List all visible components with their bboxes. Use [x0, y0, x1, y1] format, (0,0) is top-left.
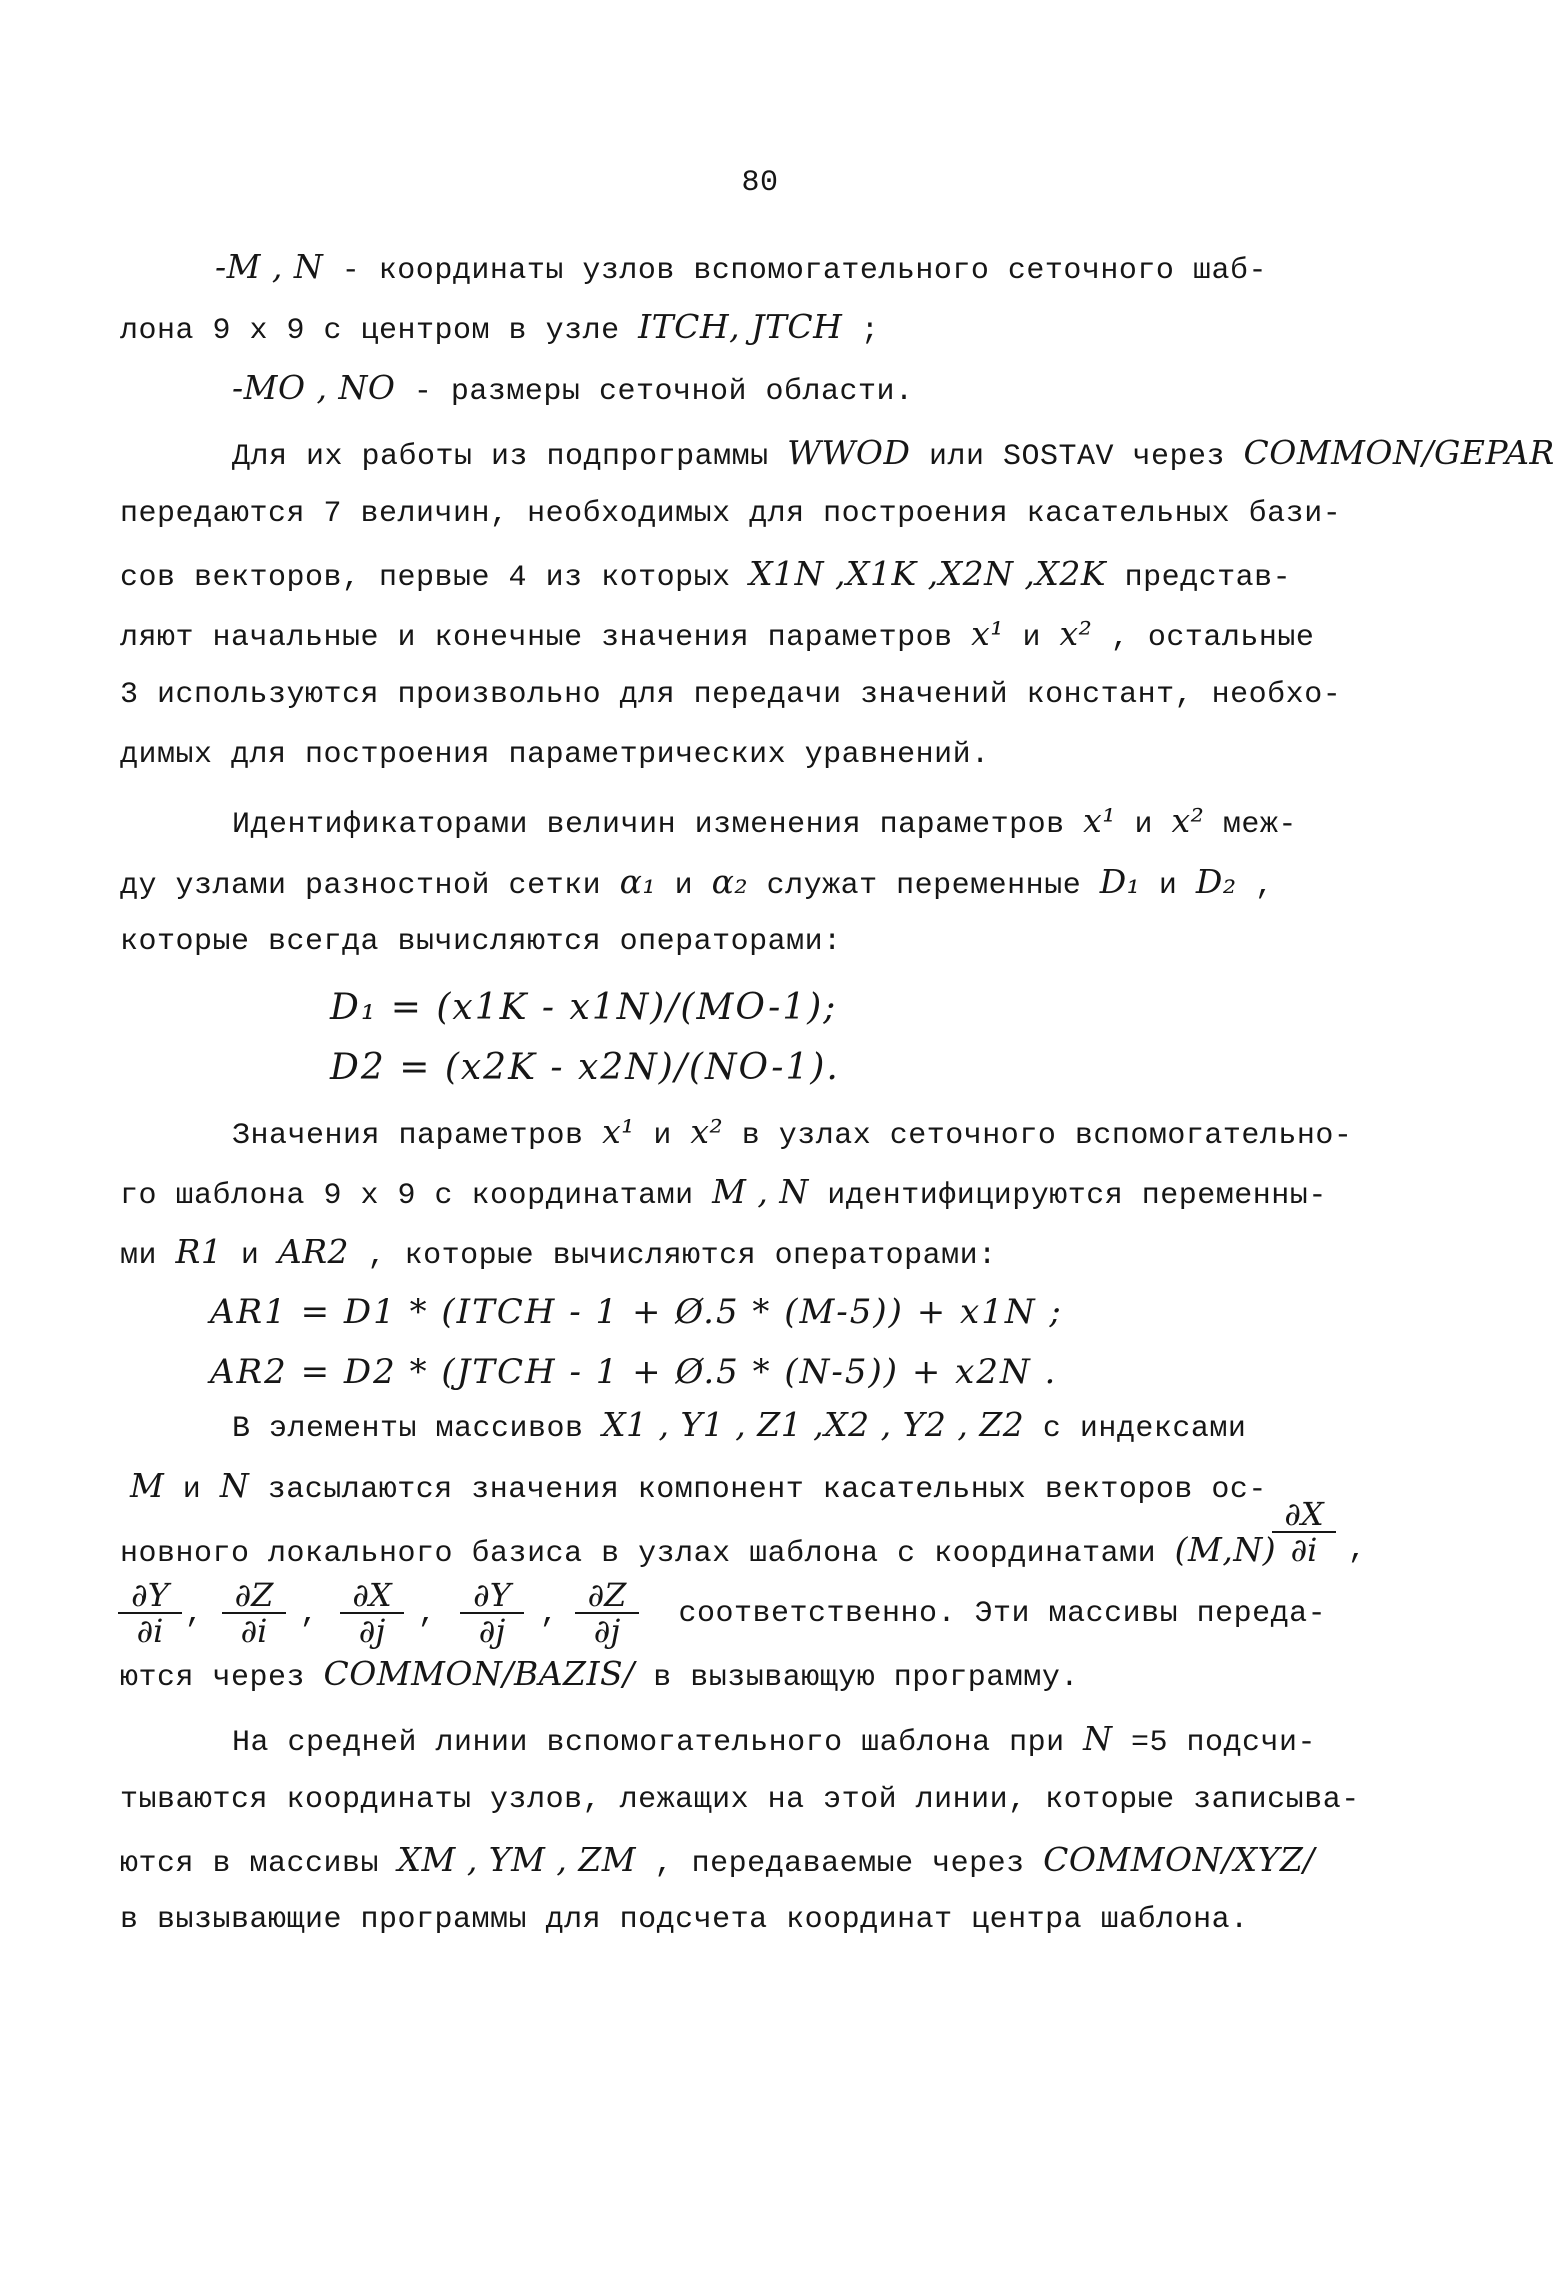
- text-line: [120, 862, 1274, 906]
- text-line: которые всегда вычисляются операторами:: [120, 925, 842, 959]
- vars-m-n: M , N: [712, 1172, 809, 1211]
- text-fragment: =5 подсчи-: [1112, 1726, 1317, 1760]
- text-fragment: новного локального базиса в узлах шаблона с координатами: [120, 1537, 1175, 1571]
- text-line: [120, 1232, 997, 1276]
- text-fragment: представ-: [1106, 561, 1292, 595]
- text-fragment: ются в массивы: [120, 1847, 398, 1881]
- text-line: [232, 1405, 1246, 1449]
- fraction-denominator: ∂i: [136, 1612, 164, 1650]
- vars-x1n-x2k: X1N ,X1K ,X2N ,X2K: [749, 554, 1107, 593]
- text-line: в вызывающие программы для подсчета координат центра шаблона.: [120, 1903, 1249, 1937]
- text-line: [232, 1112, 1352, 1156]
- text-fragment: и: [1140, 869, 1196, 903]
- text-fragment: через: [1114, 440, 1244, 474]
- formula-d2: D2 = (x2K - x2N)/(NO-1).: [330, 1047, 840, 1088]
- fraction-denominator: ∂j: [478, 1612, 506, 1650]
- text-line: [120, 1172, 1327, 1216]
- text-fragment: го шаблона 9 х 9 с координатами: [120, 1179, 713, 1213]
- text-fragment: ми: [120, 1239, 176, 1273]
- text-fragment: ду узлами разностной сетки: [120, 869, 620, 903]
- text-fragment: ;: [842, 314, 880, 348]
- text-fragment: , передаваемые через: [636, 1847, 1044, 1881]
- fraction-dz-di: [222, 1578, 286, 1648]
- text-fragment: и: [1003, 621, 1060, 655]
- fraction-numerator: ∂Y: [460, 1578, 524, 1614]
- formula-ar2: AR2 = D2 * (JTCH - 1 + Ø.5 * (N-5)) + x2N .: [210, 1352, 1058, 1392]
- text-fragment: Для их работы из подпрограммы: [232, 440, 788, 474]
- var-n: N: [219, 1466, 250, 1505]
- text-fragment: в вызывающую программу.: [634, 1661, 1079, 1695]
- text-fragment: В элементы массивов: [232, 1412, 603, 1446]
- var-n: N: [1083, 1719, 1113, 1758]
- common-block-name: COMMON/XYZ/: [1043, 1840, 1315, 1879]
- text-line: тываются координаты узлов, лежащих на этой линии, которые записыва-: [120, 1783, 1360, 1817]
- fraction-denominator: ∂j: [358, 1612, 386, 1650]
- text-fragment: ,: [1236, 869, 1274, 903]
- text-fragment: или: [910, 440, 1003, 474]
- text-line: [130, 1466, 1267, 1510]
- fraction-dx-di: [1272, 1497, 1336, 1567]
- fraction-dy-di: [118, 1578, 182, 1648]
- text-fragment: в узлах сеточного вспомогательно-: [723, 1119, 1353, 1153]
- text-fragment: сов векторов, первые 4 из которых: [120, 561, 750, 595]
- text-line: [120, 1840, 1315, 1884]
- fraction-numerator: ∂X: [340, 1578, 404, 1614]
- fraction-denominator: ∂i: [240, 1612, 268, 1650]
- text-fragment: и: [222, 1239, 278, 1273]
- text-fragment: ляют начальные и конечные значения параметров: [120, 621, 972, 655]
- text-fragment: с индексами: [1024, 1412, 1247, 1446]
- vars-m-n-pair: (M,N): [1174, 1530, 1277, 1569]
- var-d2: D₂: [1195, 862, 1237, 901]
- text-line: [120, 1530, 1276, 1574]
- fraction-dz-dj: [575, 1578, 639, 1648]
- formula-ar1: AR1 = D1 * (ITCH - 1 + Ø.5 * (M-5)) + x1N ;: [210, 1292, 1063, 1332]
- comma: ,: [540, 1597, 559, 1631]
- vars-itch-jtch: ITCH, JTCH: [638, 307, 843, 346]
- common-block-name: COMMON/BAZIS/: [323, 1654, 635, 1693]
- text-fragment: и: [634, 1119, 691, 1153]
- comma: ,: [1348, 1533, 1367, 1567]
- text-fragment: и: [1115, 808, 1172, 842]
- var-x2: x²: [1171, 801, 1205, 840]
- text-fragment: лона 9 х 9 с центром в узле: [120, 314, 639, 348]
- text-line: димых для построения параметрических уравнений.: [120, 738, 990, 772]
- text-fragment: Значения параметров: [232, 1119, 603, 1153]
- var-x1: x¹: [1083, 801, 1116, 840]
- fraction-denominator: ∂j: [593, 1612, 621, 1650]
- vars-mo-no: -MO , NO: [232, 368, 396, 407]
- var-x1: x¹: [602, 1112, 635, 1151]
- text-fragment: , остальные: [1092, 621, 1315, 655]
- vars-arrays: X1 , Y1 , Z1 ,X2 , Y2 , Z2: [602, 1405, 1025, 1444]
- text-line: [232, 1719, 1316, 1763]
- text-line: [120, 614, 1314, 658]
- fraction-dx-dj: [340, 1578, 404, 1648]
- text-fragment: идентифицируются переменны-: [808, 1179, 1327, 1213]
- text-line: [232, 433, 1555, 477]
- var-x2: x²: [690, 1112, 724, 1151]
- vars-xm-ym-zm: XM , YM , ZM: [397, 1840, 637, 1879]
- text-fragment: и: [656, 869, 712, 903]
- var-ar2: AR2: [277, 1232, 350, 1271]
- formula-d1: D₁ = (x1K - x1N)/(MO-1);: [330, 987, 838, 1028]
- fraction-numerator: ∂Y: [118, 1578, 182, 1614]
- var-d1: D₁: [1099, 862, 1141, 901]
- list-item-mn: [215, 247, 1267, 291]
- text-line: 3 используются произвольно для передачи значений констант, необхо-: [120, 678, 1342, 712]
- var-x2: x²: [1059, 614, 1093, 653]
- text-fragment: Идентификаторами величин изменения параметров: [232, 808, 1084, 842]
- text-line: [120, 307, 879, 351]
- common-block-name: COMMON/GEPAR: [1243, 433, 1555, 472]
- text-fragment: засылаются значения компонент касательных векторов ос-: [249, 1473, 1267, 1507]
- page-number: 80: [741, 166, 779, 200]
- comma: ,: [300, 1597, 319, 1631]
- text-line: [120, 1654, 1079, 1698]
- vars-m-n: -M , N: [215, 247, 324, 286]
- fraction-numerator: ∂Z: [222, 1578, 286, 1614]
- fraction-numerator: ∂X: [1272, 1497, 1336, 1533]
- fraction-numerator: ∂Z: [575, 1578, 639, 1614]
- subroutine-name: SOSTAV: [1002, 440, 1114, 474]
- text-line: соответственно. Эти массивы переда-: [660, 1597, 1327, 1631]
- text-line: передаются 7 величин, необходимых для построения касательных бази-: [120, 497, 1342, 531]
- text-fragment: На средней линии вспомогательного шаблона при: [232, 1726, 1084, 1760]
- text-fragment: служат переменные: [748, 869, 1100, 903]
- var-r1: R1: [175, 1232, 223, 1271]
- text-fragment: , которые вычисляются операторами:: [349, 1239, 997, 1273]
- fraction-dy-dj: [460, 1578, 524, 1648]
- text-line: [232, 801, 1297, 845]
- list-item-text: - размеры сеточной области.: [395, 375, 914, 409]
- list-item-mo-no: [232, 368, 914, 412]
- var-alpha2: α₂: [711, 862, 749, 901]
- subroutine-name: WWOD: [787, 433, 911, 472]
- var-x1: x¹: [971, 614, 1004, 653]
- fraction-denominator: ∂i: [1290, 1531, 1318, 1569]
- comma: ,: [185, 1597, 204, 1631]
- text-fragment: и: [164, 1473, 220, 1507]
- text-line: [120, 554, 1291, 598]
- list-item-text: - координаты узлов вспомогательного сеточного шаб-: [323, 254, 1267, 288]
- var-alpha1: α₁: [619, 862, 657, 901]
- var-m: M: [130, 1466, 165, 1505]
- comma: ,: [418, 1597, 437, 1631]
- text-fragment: меж-: [1204, 808, 1297, 842]
- text-fragment: ются через: [120, 1661, 324, 1695]
